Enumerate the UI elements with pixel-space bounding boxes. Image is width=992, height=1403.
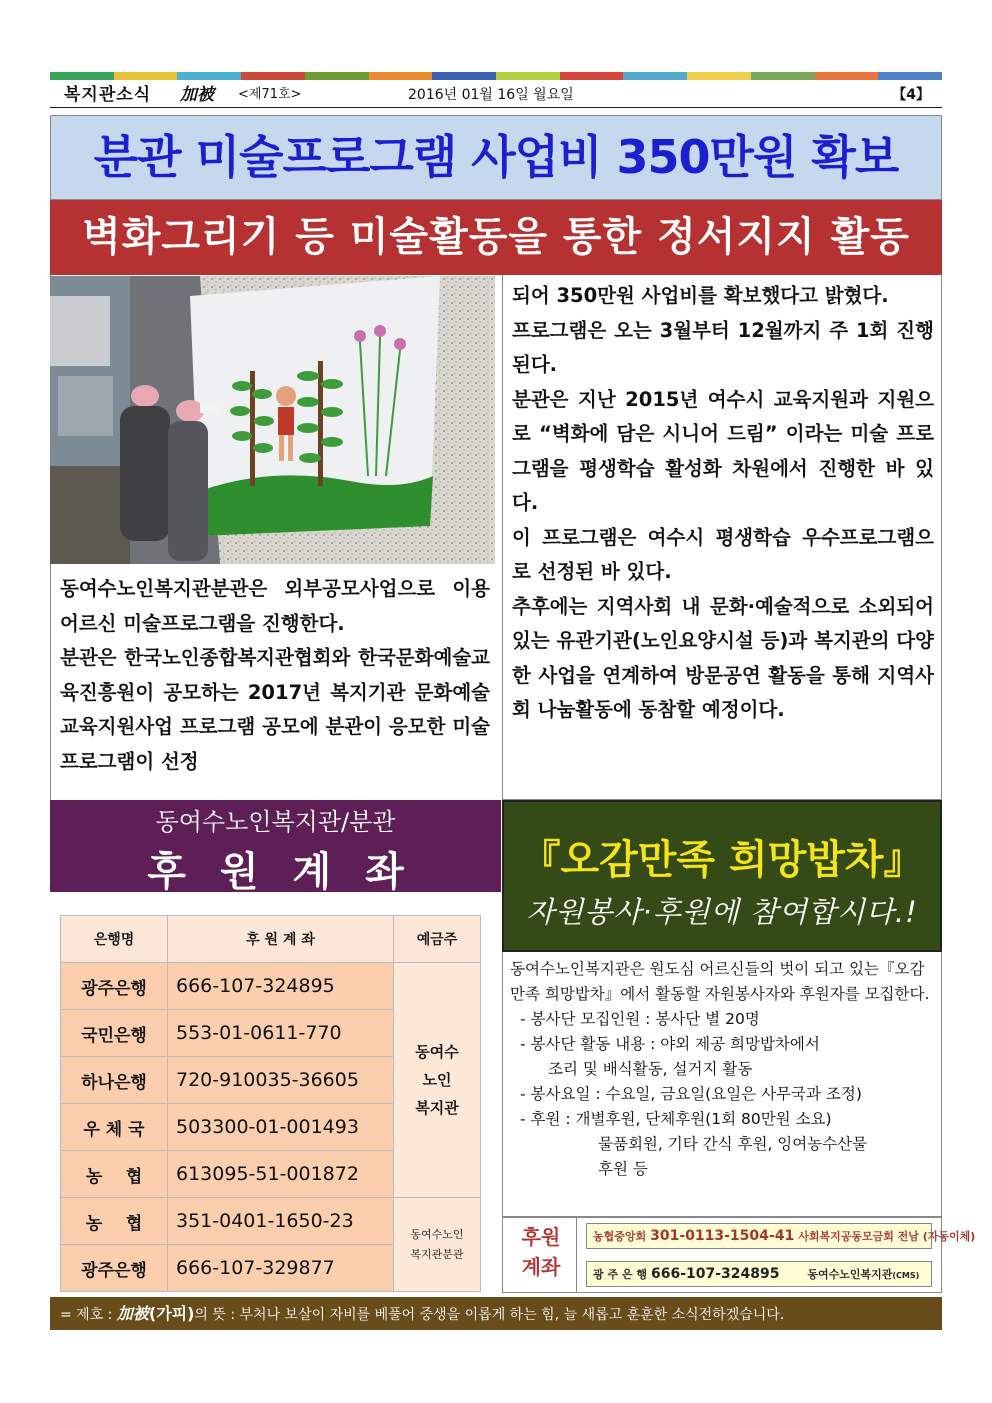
footer-text: 의 뜻 : 부처나 보살이 자비를 베풀어 중생을 이롭게 하는 힘, 늘 새롭고 훈훈한 소식전하겠습니다. [194,1307,785,1323]
footer-reading: (가피) [148,1304,195,1323]
account-tag: (CMS) [892,1271,920,1280]
article-paragraph: 이 프로그램은 여수시 평생학습 우수프로그램으로 선정된 바 있다. [512,525,934,583]
donation-account-label [510,1222,572,1288]
strip-segment [50,72,114,80]
article-left-text [60,572,490,779]
bank-account-table [60,915,481,1292]
strip-segment [177,72,241,80]
strip-segment [815,72,879,80]
page-footer [50,1297,942,1330]
strip-segment [305,72,369,80]
label-line: 계좌 [521,1255,561,1279]
hope-meal-truck-banner [502,800,942,952]
article-paragraph: 분관은 한국노인종합복지관협회와 한국문화예술교육진흥원이 공모하는 2017년 복지기관 문화예술 교육지원사업 프로그램 공모에 분관이 응모한 미술프로그램이 선정 [60,646,490,773]
divider [576,1218,577,1292]
table-header-row [61,916,481,963]
table-row [61,1198,481,1245]
article-paragraph: 추후에는 지역사회 내 문화·예술적으로 소외되어 있는 유관기관(노인요양시설 등)과 복지관의 다양한 사업을 연계하여 방문공연 활동을 통해 지역사회 나눔활동에 동참할 예정이다. [512,594,934,721]
list-item: - 봉사요일 : 수요일, 금요일(요일은 사무국과 조정) [520,1085,862,1103]
account-owner-branch [394,1198,481,1292]
account-bank: 농협중앙회 [593,1230,647,1243]
column-header-bank: 은행명 [61,916,168,963]
account-number: 666-107-324895 [650,1266,780,1282]
strip-segment [751,72,815,80]
donation-title: 후원계좌 [147,849,438,895]
account-owner-main [394,963,481,1198]
headline: 분관 미술프로그램 사업비 350만원 확보 [50,115,942,200]
article-paragraph: 되어 350만원 사업비를 확보했다고 밝혔다. [512,284,889,307]
strip-segment [241,72,305,80]
account-owner-branch-text: 동여수노인 복지관분관 [410,1227,464,1261]
account-number: 351-0401-1650-23 [168,1198,394,1245]
strip-segment [878,72,942,80]
page-header [50,82,942,108]
hope-meal-truck-subtitle: 자원봉사·후원에 참여합시다.! [526,895,918,929]
bank-name: 광주은행 [61,1245,168,1292]
bank-name: 우 체 국 [61,1104,168,1151]
article-paragraph: 분관은 지난 2015년 여수시 교육지원과 지원으로 “벽화에 담은 시니어 드림” 이라는 미술 프로그램을 평생학습 활성화 차원에서 진행한 바 있다. [512,387,934,514]
hope-meal-truck-title: 『오감만족 희망밥차』 [520,837,924,883]
bank-name: 농 협 [61,1151,168,1198]
footer-gapi: 加被 [116,1304,149,1323]
strip-segment [687,72,751,80]
bank-name: 농 협 [61,1198,168,1245]
list-item: - 봉사단 활동 내용 : 야외 제공 희망밥차에서 [520,1035,820,1053]
volunteer-intro: 동여수노인복지관은 원도심 어르신들의 벗이 되고 있는『오감만족 희망밥차』에서 활동할 자원봉사자와 후원자를 모집한다. [510,960,930,1003]
volunteer-info-text [510,957,935,1182]
article-paragraph: 동여수노인복지관분관은 외부공모사업으로 이용 어르신 미술프로그램을 진행한다. [60,577,490,635]
account-number: 666-107-329877 [168,1245,394,1292]
newsletter-name: 복지관소식 [64,85,152,105]
page-number: 【4】 [892,87,930,103]
bank-name: 하나은행 [61,1057,168,1104]
strip-segment [496,72,560,80]
account-number: 503300-01-001493 [168,1104,394,1151]
account-number: 301-0113-1504-41 [650,1228,795,1244]
subheadline: 벽화그리기 등 미술활동을 통한 정서지지 활동 [50,200,942,275]
column-header-owner: 예금주 [394,916,481,963]
account-number: 553-01-0611-770 [168,1010,394,1057]
list-item-continued: 조리 및 배식활동, 설거지 활동 [548,1060,753,1078]
donation-banner [50,800,501,895]
mural-painting-photo [50,276,495,564]
column-header-account: 후 원 계 좌 [168,916,394,963]
list-item-continued: 물품회원, 기타 간식 후원, 잉여농수산물 [598,1135,868,1153]
strip-segment [623,72,687,80]
cms-account [586,1261,932,1287]
strip-segment [369,72,433,80]
list-item: - 봉사단 모집인원 : 봉사단 별 20명 [520,1010,760,1028]
decorative-color-strip [50,72,942,80]
newsletter-gapi-title: 加被 [180,85,214,105]
list-item: - 후원 : 개별후원, 단체후원(1회 80만원 소요) [520,1110,832,1128]
strip-segment [560,72,624,80]
label-line: 후원 [521,1225,561,1249]
account-number: 720-910035-36605 [168,1057,394,1104]
account-number: 613095-51-001872 [168,1151,394,1198]
auto-transfer-account [586,1223,976,1249]
account-owner: 사회복지공동모금회 전남 (자동이체) [798,1230,976,1243]
footer-prefix: = 제호 : [60,1307,117,1323]
article-right-text [512,279,934,728]
strip-segment [114,72,178,80]
table-row [61,963,481,1010]
issue-number: <제71호> [238,87,302,102]
issue-date: 2016년 01월 16일 월요일 [408,87,574,103]
account-owner-main-text: 동여수 노인 복지관 [415,1043,459,1117]
bank-name: 국민은행 [61,1010,168,1057]
article-paragraph: 프로그램은 오는 3월부터 12월까지 주 1회 진행된다. [512,318,934,376]
strip-segment [432,72,496,80]
account-owner: 동여수노인복지관 [807,1268,893,1281]
bank-name: 광주은행 [61,963,168,1010]
donation-org: 동여수노인복지관/분관 [155,808,396,836]
account-number: 666-107-324895 [168,963,394,1010]
list-item-continued: 후원 등 [598,1160,648,1178]
account-bank: 광 주 은 행 [593,1268,647,1281]
